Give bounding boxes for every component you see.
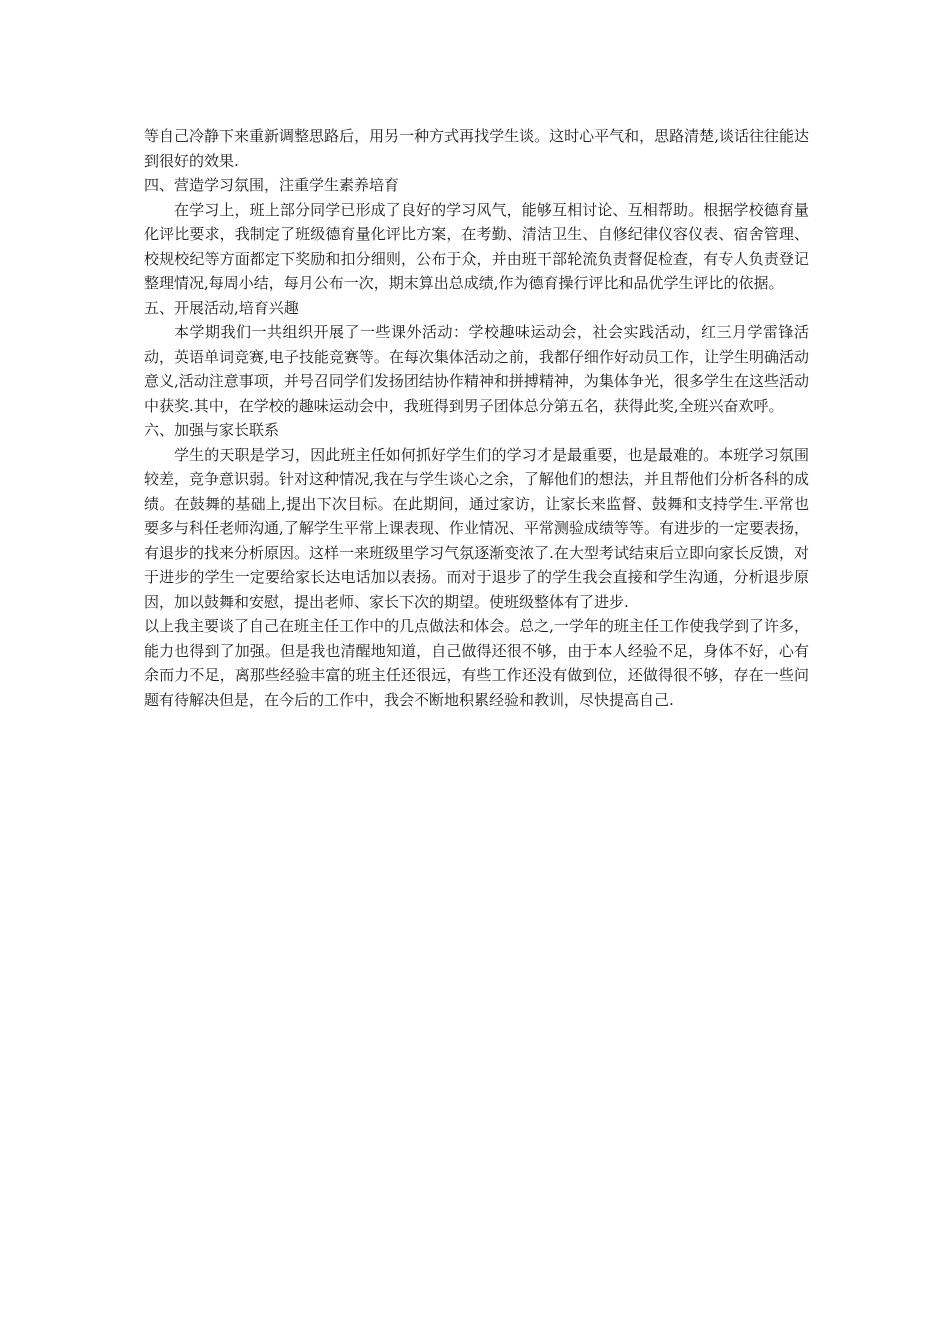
section-heading-4: 四、营造学习氛围，注重学生素养培育 <box>144 176 400 194</box>
document-body <box>144 124 809 712</box>
paragraph-section-4: 在学习上，班上部分同学已形成了良好的学习风气，能够互相讨论、互相帮助。根据学校德育量化评比要求，我制定了班级德育量化评比方案，在考勤、清洁卫生、自修纪律仪容仪表、宿舍管理、校规校纪等方面都定下奖励和扣分细则，公布于众，并由班干部轮流负责督促检查，有专人负责登记整理情况,每周小结，每月公布一次，期末算出总成绩,作为德育操行评比和品优学生评比的依据。 <box>144 200 809 292</box>
paragraph-section-6: 学生的天职是学习，因此班主任如何抓好学生们的学习才是最重要，也是最难的。本班学习氛围较差，竞争意识弱。针对这种情况,我在与学生谈心之余，了解他们的想法，并且帮他们分析各科的成绩。在鼓舞的基础上,提出下次目标。在此期间，通过家访，让家长来监督、鼓舞和支持学生.平常也要多与科任老师沟通,了解学生平常上课表现、作业情况、平常测验成绩等等。有进步的一定要表扬，有退步的找来分析原因。这样一来班级里学习气氛逐渐变浓了.在大型考试结束后立即向家长反馈，对于进步的学生一定要给家长达电话加以表扬。而对于退步了的学生我会直接和学生沟通，分析退步原因，加以鼓舞和安慰，提出老师、家长下次的期望。使班级整体有了进步. <box>144 445 809 611</box>
paragraph-continuation: 等自己冷静下来重新调整思路后，用另一种方式再找学生谈。这时心平气和，思路清楚,谈话往往能达到很好的效果. <box>144 127 809 170</box>
section-heading-6: 六、加强与家长联系 <box>144 421 280 439</box>
paragraph-conclusion: 以上我主要谈了自己在班主任工作中的几点做法和体会。总之,一学年的班主任工作使我学到了许多，能力也得到了加强。但是我也清醒地知道，自己做得还很不够，由于本人经验不足，身体不好，心有余而力不足，离那些经验丰富的班主任还很远，有些工作还没有做到位，还做得很不够，存在一些问题有待解决但是，在今后的工作中，我会不断地积累经验和教训，尽快提高自己. <box>144 617 809 709</box>
paragraph-section-5: 本学期我们一共组织开展了一些课外活动：学校趣味运动会，社会实践活动，红三月学雷锋活动，英语单词竞赛,电子技能竞赛等。在每次集体活动之前，我都仔细作好动员工作，让学生明确活动意义,活动注意事项，并号召同学们发扬团结协作精神和拼搏精神，为集体争光，很多学生在这些活动中获奖.其中，在学校的趣味运动会中，我班得到男子团体总分第五名，获得此奖,全班兴奋欢呼。 <box>144 323 809 415</box>
section-heading-5: 五、开展活动,培育兴趣 <box>144 298 299 317</box>
